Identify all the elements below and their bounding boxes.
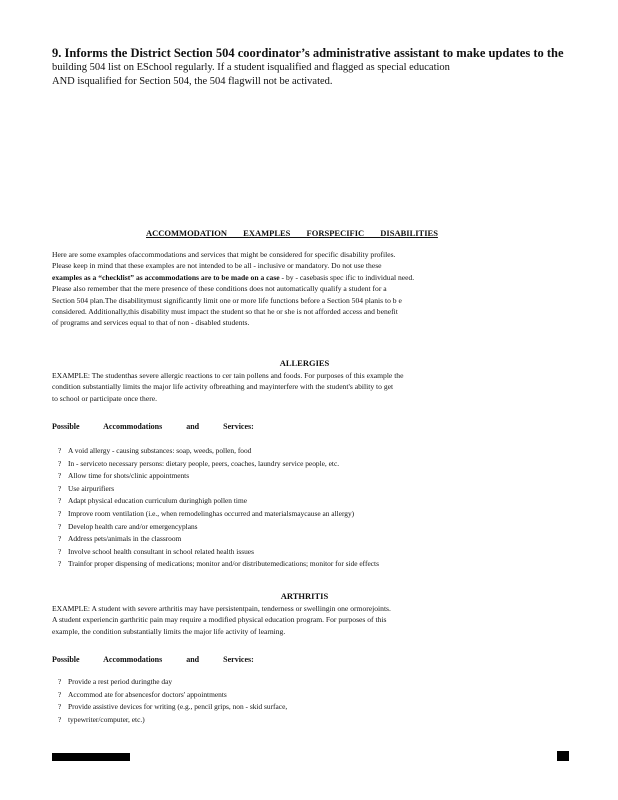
list-item xyxy=(58,521,558,534)
example-line: to school or participate once there. xyxy=(52,393,158,403)
acc-heading-word: Possible xyxy=(52,422,80,431)
footer-bar-right xyxy=(557,751,569,761)
list-item-text: Adapt physical education curriculum duringhigh pollen time xyxy=(68,496,247,506)
bullet-mark: ? xyxy=(58,521,62,531)
list-item-text: Provide a rest period duringthe day xyxy=(68,677,173,686)
list-item xyxy=(58,546,558,559)
overview-line: Here are some examples ofaccommodations and services that might be considered for specific disability profiles. xyxy=(52,250,396,259)
arthritis-accommodation-list xyxy=(58,676,558,726)
acc-heading-word: and xyxy=(186,422,200,431)
example-line: A student experiencin garthritic pain may require a modified physical education program. For purposes of this xyxy=(52,615,387,625)
allergies-accommodation-list xyxy=(58,445,558,571)
arthritis-title: ARTHRITIS xyxy=(280,591,329,601)
example-line: EXAMPLE: A student with severe arthritis may have persistentpain, tenderness or swellingin one ormorejoints. xyxy=(52,604,391,613)
bullet-mark: ? xyxy=(58,471,62,481)
list-item xyxy=(58,483,558,496)
bullet-mark: ? xyxy=(58,508,62,518)
overview-line: of programs and services equal to that of non - disabled students. xyxy=(52,318,250,328)
list-item xyxy=(58,689,558,702)
list-item xyxy=(58,714,558,727)
list-item xyxy=(58,458,558,471)
list-item xyxy=(58,533,558,546)
overview-line: considered. Additionally,this disability must impact the student so that he or she is not afforded access and benefit xyxy=(52,307,398,317)
overview-bold-text: examples as a “checklist” as accommodations are to be made on a case xyxy=(52,272,280,282)
list-item-text: In - serviceto necessary persons: dietary people, peers, coaches, laundry service people, etc. xyxy=(68,458,340,468)
list-item-text: Use airpurifiers xyxy=(68,483,115,493)
list-item xyxy=(58,470,558,483)
bullet-mark: ? xyxy=(58,458,62,468)
example-line: EXAMPLE: The studenthas severe allergic reactions to cer tain pollens and foods. For purposes of this example the xyxy=(52,371,404,380)
allergies-title: ALLERGIES xyxy=(279,358,330,368)
bullet-mark: ? xyxy=(58,559,62,569)
list-item xyxy=(58,701,558,714)
acc-heading-word: Accommodations xyxy=(103,655,163,664)
bullet-mark: ? xyxy=(58,483,62,493)
bullet-mark: ? xyxy=(58,689,62,699)
list-item-text: Accommod ate for absencesfor doctors' appointments xyxy=(68,689,227,699)
list-item-text: Trainfor proper dispensing of medications; monitor and/or distributemedications; monitor for side effects xyxy=(68,559,379,569)
intro-bold-line: 9. Informs the District Section 504 coordinator’s administrative assistant to make updates to the xyxy=(52,46,564,60)
list-item-text: Address pets/animals in the classroom xyxy=(68,534,182,544)
list-item xyxy=(58,508,558,521)
bullet-mark: ? xyxy=(58,714,62,724)
list-item-text: Develop health care and/or emergencyplans xyxy=(68,521,198,531)
list-item-text: typewriter/computer, etc.) xyxy=(68,714,145,724)
example-line: example, the condition substantially limits the major life activity of learning. xyxy=(52,626,286,636)
bullet-mark: ? xyxy=(58,496,62,506)
bullet-mark: ? xyxy=(58,702,62,712)
acc-heading-word: Services: xyxy=(223,655,254,664)
list-item-text: Provide assistive devices for writing (e.g., pencil grips, non - skid surface, xyxy=(68,702,288,712)
example-line: condition substantially limits the major life activity ofbreathing and mayinterfere with the student's ability to get xyxy=(52,382,394,392)
list-item xyxy=(58,676,558,689)
list-item xyxy=(58,558,558,571)
overview-bold-tail: - by - casebasis spec ific to individual need. xyxy=(279,272,415,282)
main-heading: ACCOMMODATION EXAMPLES FORSPECIFIC DISABILITIES xyxy=(146,228,438,238)
overview-line: Please also remember that the mere presence of these conditions does not automatically qualify a student for a xyxy=(52,284,387,294)
overview-line: Please keep in mind that these examples are not intended to be all - inclusive or mandatory. Do not use these xyxy=(52,261,382,271)
list-item xyxy=(58,495,558,508)
list-item xyxy=(58,445,558,458)
bullet-mark: ? xyxy=(58,534,62,544)
acc-heading-word: and xyxy=(186,655,200,664)
bullet-mark: ? xyxy=(58,446,62,455)
list-item-text: A void allergy - causing substances: soap, weeds, pollen, food xyxy=(68,446,252,455)
overview-line: Section 504 plan.The disabilitymust significantly limit one or more life functions before a Section 504 planis to b e xyxy=(52,295,402,305)
arthritis-accommodations-heading xyxy=(52,655,254,664)
overview-bold-line xyxy=(52,272,567,283)
acc-heading-word: Services: xyxy=(223,422,254,431)
list-item-text: Allow time for shots/clinic appointments xyxy=(68,471,190,481)
overview-paragraph xyxy=(52,249,567,329)
acc-heading-word: Possible xyxy=(52,655,80,664)
acc-heading-word: Accommodations xyxy=(103,422,163,431)
bullet-mark: ? xyxy=(58,677,62,686)
arthritis-example xyxy=(52,603,567,637)
intro-line-2: building 504 list on ESchool regularly. If a student isqualified and flagged as special education xyxy=(52,62,450,73)
allergies-example xyxy=(52,370,567,404)
list-item-text: Involve school health consultant in school related health issues xyxy=(68,546,254,556)
list-item-text: Improve room ventilation (i.e., when remodelinghas occurred and materialsmaycause an allergy) xyxy=(68,508,355,518)
intro-line-3: AND isqualified for Section 504, the 504 flagwill not be activated. xyxy=(52,76,333,87)
allergies-accommodations-heading xyxy=(52,422,254,431)
bullet-mark: ? xyxy=(58,546,62,556)
footer-bar-left xyxy=(52,753,130,761)
